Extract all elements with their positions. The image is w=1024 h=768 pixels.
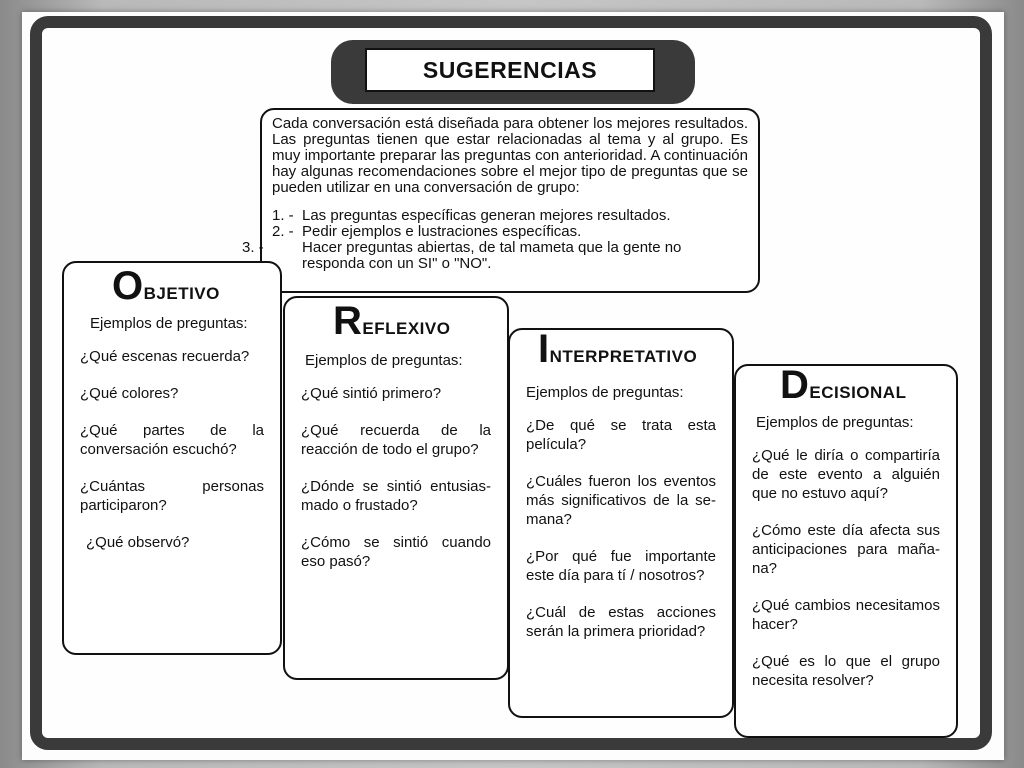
card-subtitle: Ejemplos de preguntas: [90,315,248,332]
question: ¿Dónde se sintió entusias-mado o frustado? [301,478,491,514]
card-subtitle: Ejemplos de preguntas: [305,352,463,369]
question: ¿Qué sintió primero? [301,385,442,402]
question: ¿Cómo se sintió cuando eso pasó? [301,534,491,570]
card-heading: OBJETIVO [112,264,220,308]
question: ¿Cómo este día afecta sus anticipaciones para maña-na? [752,522,940,577]
recommendation-item: 2. - Pedir ejemplos e lustraciones específicas. [272,223,582,240]
question: ¿Cuáles fueron los eventos más significativos de la se-mana? [526,473,716,528]
card-interpretativo [508,328,734,718]
intro-box [242,108,760,293]
card-heading: INTERPRETATIVO [538,327,698,371]
question: ¿Qué colores? [80,385,179,402]
recommendation-item: 3. - Hacer preguntas abiertas, de tal mameta que la gente no responda con un SI" o "NO". [242,239,682,272]
card-heading: DECISIONAL [780,363,907,407]
question: ¿Cuál de estas acciones serán la primera prioridad? [526,604,716,640]
question: ¿Qué recuerda de la reacción de todo el grupo? [301,422,491,458]
question: ¿Qué cambios necesitamos hacer? [752,597,940,633]
title-banner [331,40,695,104]
question: ¿Qué escenas recuerda? [80,348,250,365]
card-subtitle: Ejemplos de preguntas: [526,384,684,401]
question: ¿Cuántas personas participaron? [80,478,264,514]
document-page [22,12,1004,760]
question: ¿Qué observó? [86,534,190,551]
card-heading: REFLEXIVO [333,299,451,343]
page-title: SUGERENCIAS [365,48,655,92]
recommendation-list [242,207,748,272]
card-decisional [734,364,958,738]
question: ¿Qué le diría o compartiría de este evento a alguién que no estuvo aquí? [752,447,940,502]
question: ¿Qué partes de la conversación escuchó? [80,422,264,458]
question: ¿Qué es lo que el grupo necesita resolver? [752,653,940,689]
question: ¿De qué se trata esta película? [526,417,716,453]
intro-paragraph: Cada conversación está diseñada para obtener los mejores resultados. Las preguntas tienen que estar relacionadas al tema y al grupo. Es muy importante preparar las preguntas con anterioridad. A continuación hay algunas recomendaciones sobre el mejor tipo de preguntas que se pueden utilizar en una conversación de grupo: [272,115,748,196]
recommendation-item: 1. - Las preguntas específicas generan mejores resultados. [272,207,671,224]
card-objetivo [62,261,282,655]
question: ¿Por qué fue importante este día para tí / nosotros? [526,548,716,584]
card-reflexivo [283,296,509,680]
card-subtitle: Ejemplos de preguntas: [756,414,914,431]
